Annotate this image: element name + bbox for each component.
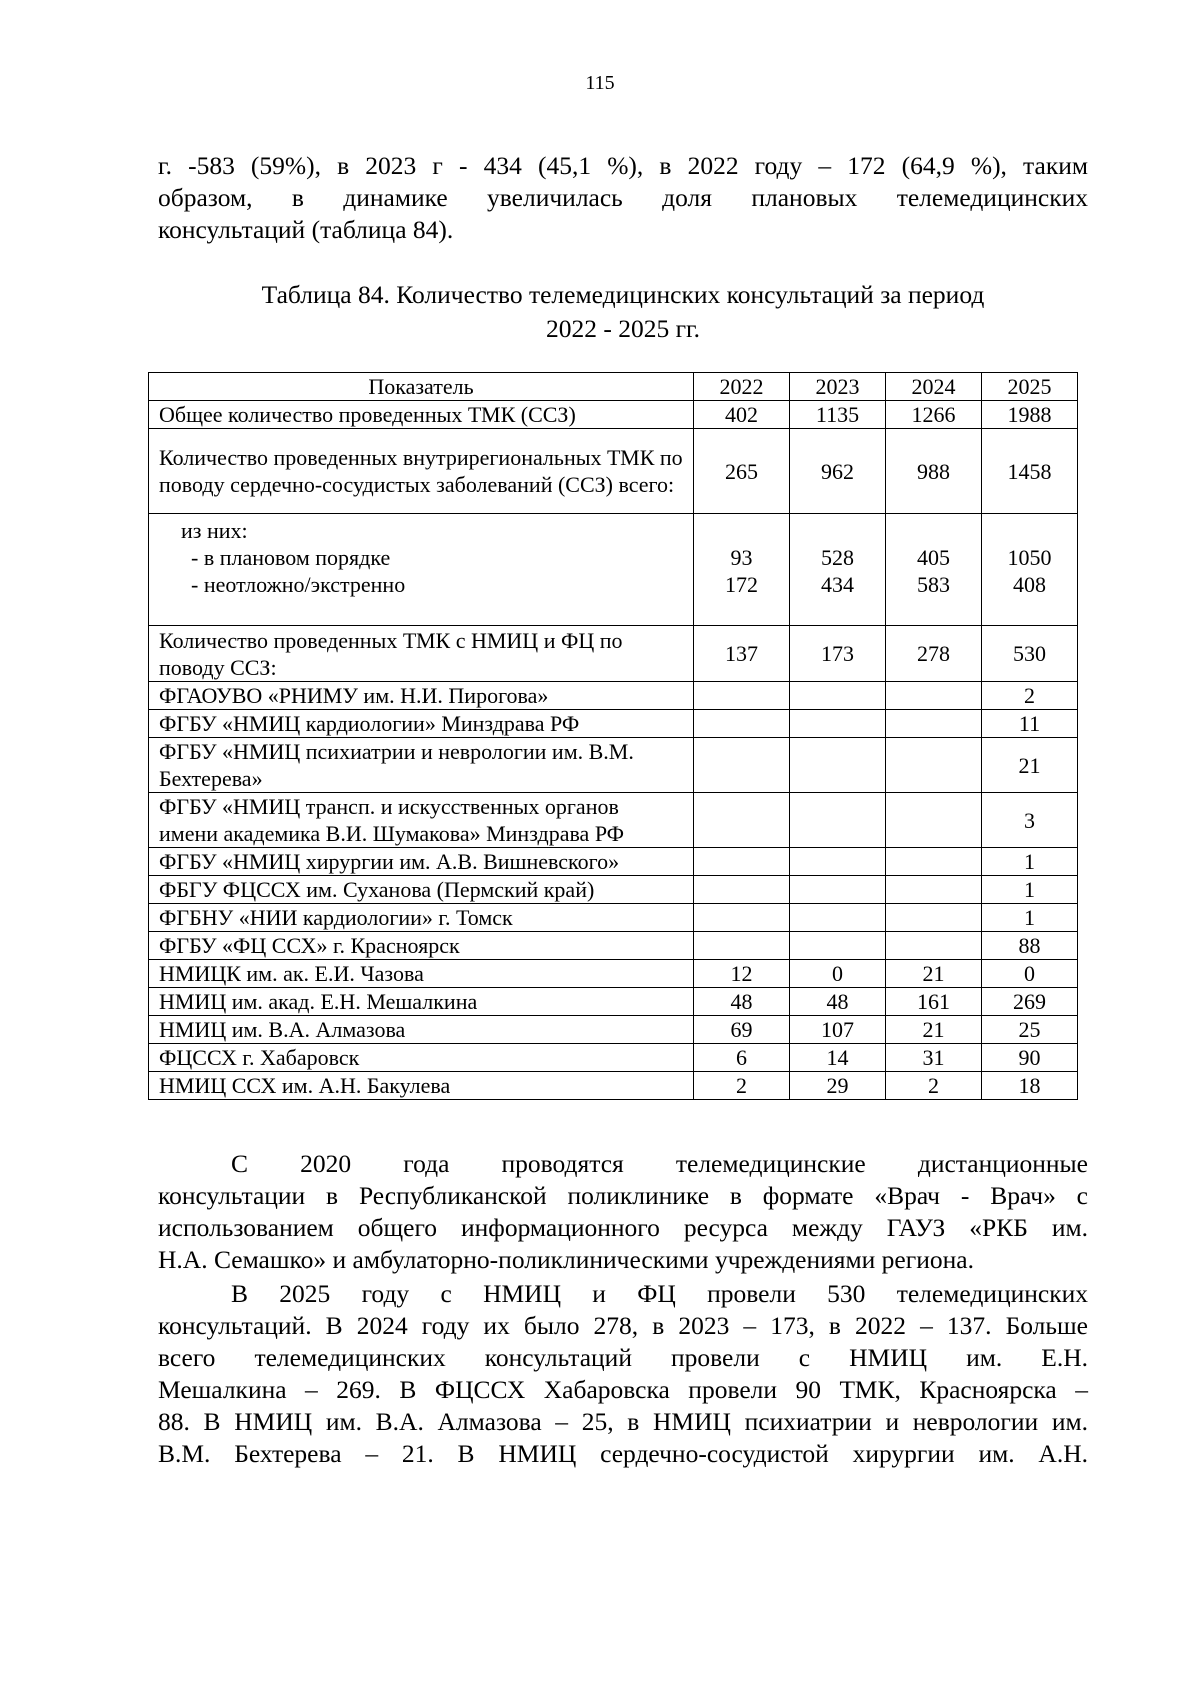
table-row [149, 932, 1078, 960]
cell-value [694, 682, 790, 710]
cell-value: 173 [790, 626, 886, 682]
center-name: ФГБНУ «НИИ кардиологии» г. Томск [149, 904, 694, 932]
table-row [149, 960, 1078, 988]
cell-value: 402 [694, 401, 790, 429]
planned-value: 528 [821, 545, 854, 570]
paragraph-telemedicine-consultations [158, 1148, 1088, 1276]
urgent-value: 408 [1013, 572, 1046, 597]
table-row [149, 988, 1078, 1016]
centers-rows [149, 682, 1078, 1100]
center-name: ФГБУ «НМИЦ психиатрии и неврологии им. В.М. Бехтерева» [149, 738, 694, 793]
of-them-label: из них: [181, 518, 248, 543]
cell-value: 21 [886, 1016, 982, 1044]
cell-value [886, 932, 982, 960]
row-label: Количество проведенных внутрирегиональных ТМК по поводу сердечно-сосудистых заболеваний (ССЗ) всего: [149, 429, 694, 514]
header-year: 2025 [982, 373, 1078, 401]
table-row [149, 876, 1078, 904]
row-label [149, 514, 694, 626]
table-row-breakdown [149, 514, 1078, 626]
paragraph-line: использованием общего информационного ресурса между ГАУЗ «РКБ им. [158, 1213, 1088, 1242]
center-name: ФГБУ «НМИЦ кардиологии» Минздрава РФ [149, 710, 694, 738]
cell-value: 0 [790, 960, 886, 988]
cell-value: 1 [982, 848, 1078, 876]
cell-value: 18 [982, 1072, 1078, 1100]
table-row [149, 682, 1078, 710]
urgent-value: 434 [821, 572, 854, 597]
row-label: Количество проведенных ТМК с НМИЦ и ФЦ по поводу ССЗ: [149, 626, 694, 682]
cell-value [886, 710, 982, 738]
cell-value: 530 [982, 626, 1078, 682]
center-name: ФГБУ «НМИЦ хирургии им. А.В. Вишневского» [149, 848, 694, 876]
table-row [149, 710, 1078, 738]
cell-value: 962 [790, 429, 886, 514]
paragraph-line: консультаций. В 2024 году их было 278, в 2023 – 173, в 2022 – 137. Больше [158, 1311, 1088, 1340]
cell-value [790, 793, 886, 848]
table-header-row [149, 373, 1078, 401]
cell-value: 69 [694, 1016, 790, 1044]
cell-value [886, 848, 982, 876]
cell-value [886, 793, 982, 848]
center-name: НМИЦ им. В.А. Алмазова [149, 1016, 694, 1044]
center-name: ФГБУ «НМИЦ трансп. и искусственных органов имени академика В.И. Шумакова» Минздрава РФ [149, 793, 694, 848]
cell-value [694, 738, 790, 793]
cell-value: 6 [694, 1044, 790, 1072]
cell-value: 21 [982, 738, 1078, 793]
cell-value [694, 793, 790, 848]
urgent-value: 583 [917, 572, 950, 597]
cell-value [790, 682, 886, 710]
table-row [149, 401, 1078, 429]
cell-value: 0 [982, 960, 1078, 988]
cell-pair [982, 514, 1078, 626]
cell-pair [790, 514, 886, 626]
planned-value: 1050 [1007, 545, 1052, 570]
planned-label: - в плановом порядке [191, 545, 391, 570]
cell-value: 1 [982, 904, 1078, 932]
cell-value [886, 876, 982, 904]
center-name: ФЦССХ г. Хабаровск [149, 1044, 694, 1072]
paragraph-line: 88. В НМИЦ им. В.А. Алмазова – 25, в НМИЦ психиатрии и неврологии им. [158, 1407, 1088, 1436]
urgent-value: 172 [725, 572, 758, 597]
cell-value [694, 710, 790, 738]
cell-value: 14 [790, 1044, 886, 1072]
cell-pair [694, 514, 790, 626]
paragraph-line: С 2020 года проводятся телемедицинские дистанционные [231, 1149, 1088, 1178]
header-year: 2023 [790, 373, 886, 401]
table-caption [158, 278, 1088, 346]
cell-value: 3 [982, 793, 1078, 848]
cell-value: 48 [790, 988, 886, 1016]
center-name: ФГАОУВО «РНИМУ им. Н.И. Пирогова» [149, 682, 694, 710]
cell-value [694, 848, 790, 876]
cell-value [790, 932, 886, 960]
row-label: Общее количество проведенных ТМК (ССЗ) [149, 401, 694, 429]
cell-value: 269 [982, 988, 1078, 1016]
cell-value [790, 876, 886, 904]
cell-value [886, 682, 982, 710]
cell-value [790, 904, 886, 932]
center-name: ФГБУ «ФЦ ССХ» г. Красноярск [149, 932, 694, 960]
paragraph-federal-centers [158, 1278, 1088, 1470]
cell-value [790, 848, 886, 876]
cell-value: 88 [982, 932, 1078, 960]
cell-value: 12 [694, 960, 790, 988]
planned-value: 93 [730, 545, 753, 570]
intro-line: консультаций (таблица 84). [158, 215, 454, 244]
cell-value: 1988 [982, 401, 1078, 429]
header-year: 2024 [886, 373, 982, 401]
table-row [149, 1016, 1078, 1044]
paragraph-line: консультации в Республиканской поликлинике в формате «Врач - Врач» с [158, 1181, 1088, 1210]
center-name: НМИЦК им. ак. Е.И. Чазова [149, 960, 694, 988]
cell-value [790, 738, 886, 793]
cell-value: 1 [982, 876, 1078, 904]
table-row [149, 1072, 1078, 1100]
paragraph-line: В.М. Бехтерева – 21. В НМИЦ сердечно-сосудистой хирургии им. А.Н. [158, 1439, 1088, 1468]
intro-line: образом, в динамике увеличилась доля плановых телемедицинских [158, 183, 1088, 212]
table-row [149, 429, 1078, 514]
cell-value: 988 [886, 429, 982, 514]
cell-value: 11 [982, 710, 1078, 738]
table-row [149, 793, 1078, 848]
center-name: ФБГУ ФЦССХ им. Суханова (Пермский край) [149, 876, 694, 904]
cell-value: 161 [886, 988, 982, 1016]
cell-value [886, 904, 982, 932]
planned-value: 405 [917, 545, 950, 570]
cell-value: 137 [694, 626, 790, 682]
cell-value: 2 [694, 1072, 790, 1100]
intro-paragraph [158, 150, 1088, 246]
table-row [149, 626, 1078, 682]
paragraph-line: Н.А. Семашко» и амбулаторно-поликлиническими учреждениями региона. [158, 1245, 974, 1274]
caption-line: 2022 - 2025 гг. [545, 314, 701, 343]
cell-value: 29 [790, 1072, 886, 1100]
cell-value: 31 [886, 1044, 982, 1072]
center-name: НМИЦ ССХ им. А.Н. Бакулева [149, 1072, 694, 1100]
cell-value: 278 [886, 626, 982, 682]
cell-value: 1135 [790, 401, 886, 429]
center-name: НМИЦ им. акад. Е.Н. Мешалкина [149, 988, 694, 1016]
cell-value [886, 738, 982, 793]
caption-line: Таблица 84. Количество телемедицинских консультаций за период [261, 280, 985, 309]
cell-value: 1458 [982, 429, 1078, 514]
cell-value: 107 [790, 1016, 886, 1044]
cell-value: 90 [982, 1044, 1078, 1072]
page-number: 115 [585, 72, 615, 94]
paragraph-line: В 2025 году с НМИЦ и ФЦ провели 530 телемедицинских [231, 1279, 1088, 1308]
cell-value: 21 [886, 960, 982, 988]
cell-value: 2 [886, 1072, 982, 1100]
cell-pair [886, 514, 982, 626]
paragraph-line: Мешалкина – 269. В ФЦССХ Хабаровска провели 90 ТМК, Красноярска – [158, 1375, 1088, 1404]
table-row [149, 848, 1078, 876]
table-row [149, 738, 1078, 793]
cell-value [694, 904, 790, 932]
cell-value [694, 932, 790, 960]
cell-value: 25 [982, 1016, 1078, 1044]
cell-value: 48 [694, 988, 790, 1016]
table-row [149, 904, 1078, 932]
cell-value [694, 876, 790, 904]
table-row [149, 1044, 1078, 1072]
paragraph-line: всего телемедицинских консультаций провели с НМИЦ им. Е.Н. [158, 1343, 1088, 1372]
telemedicine-table [148, 372, 1078, 1100]
header-label: Показатель [149, 373, 694, 401]
cell-value: 2 [982, 682, 1078, 710]
intro-line: г. -583 (59%), в 2023 г - 434 (45,1 %), в 2022 году – 172 (64,9 %), таким [158, 151, 1088, 180]
header-year: 2022 [694, 373, 790, 401]
cell-value: 265 [694, 429, 790, 514]
cell-value [790, 710, 886, 738]
cell-value: 1266 [886, 401, 982, 429]
urgent-label: - неотложно/экстренно [191, 572, 406, 597]
